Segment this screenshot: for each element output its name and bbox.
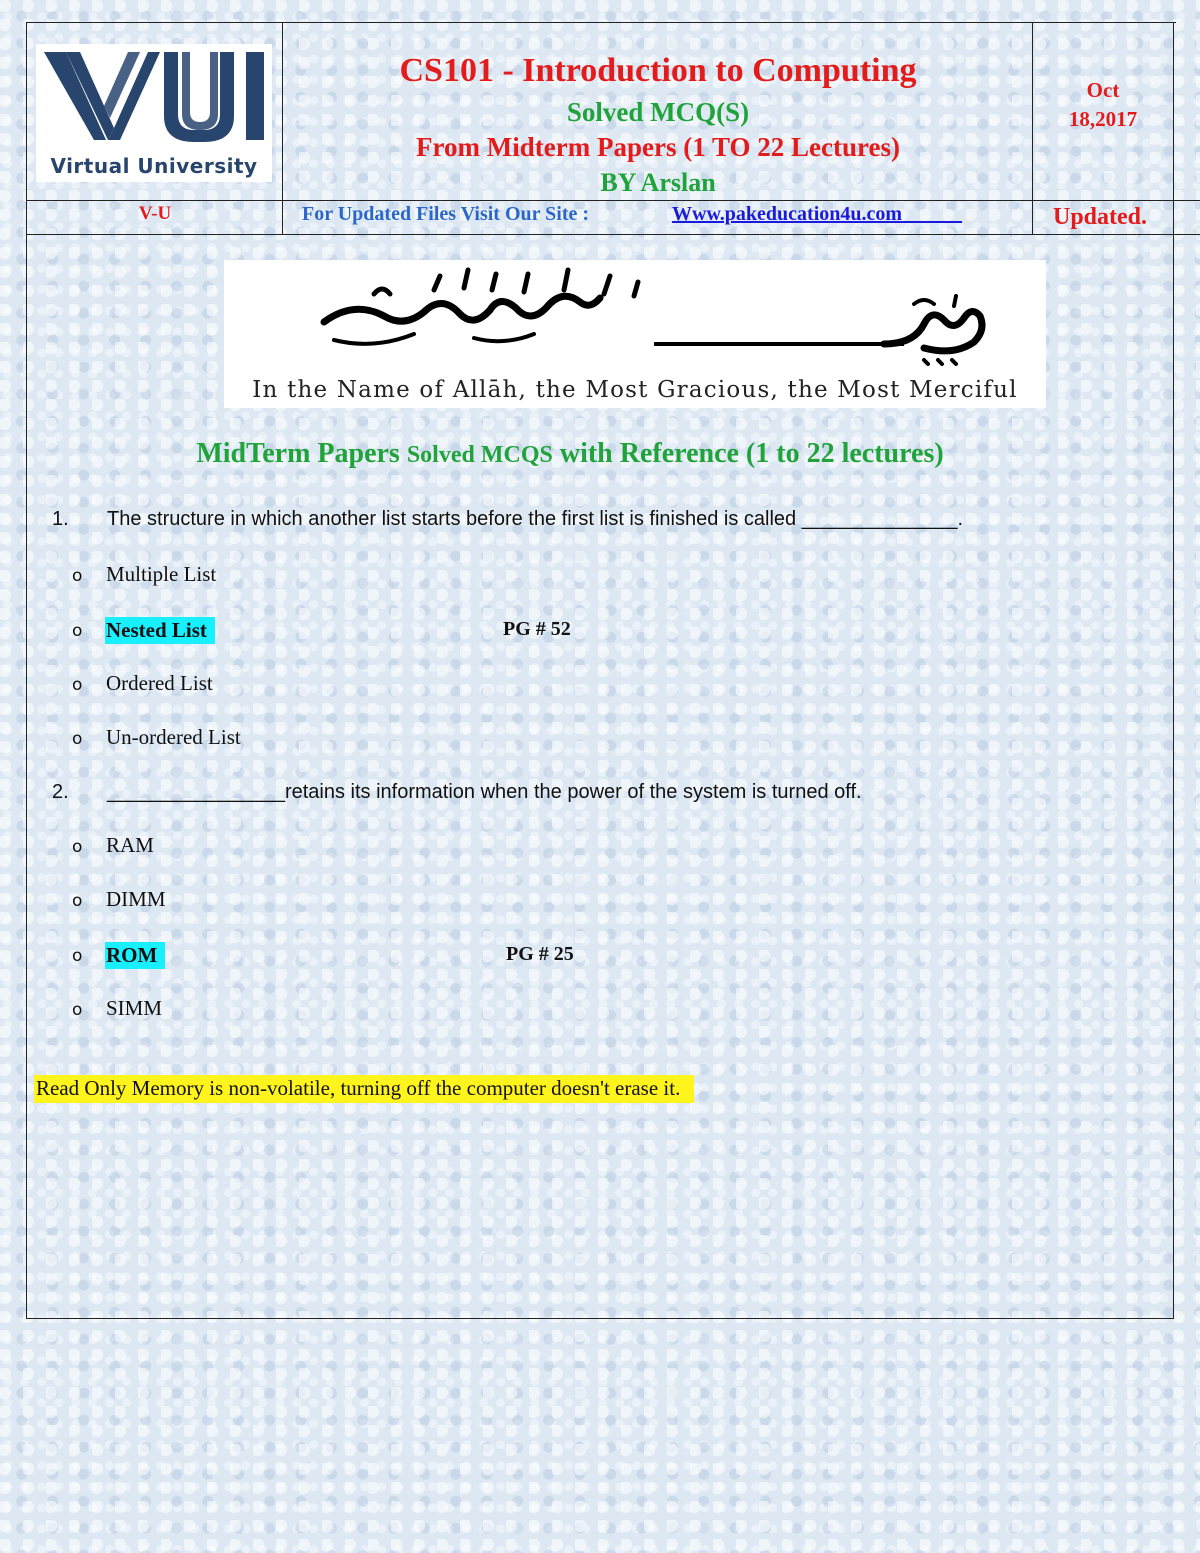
heading-part-1: MidTerm Papers	[196, 438, 400, 469]
bullet-icon: o	[72, 566, 83, 586]
heading-part-3: with Reference (1 to 22 lectures)	[559, 438, 944, 469]
question-2-number: 2.	[52, 781, 69, 803]
page-from-line: From Midterm Papers (1 TO 22 Lectures)	[416, 132, 900, 162]
page-author: BY Arslan	[600, 168, 716, 197]
date-month: Oct	[1086, 78, 1120, 102]
visit-site-label: For Updated Files Visit Our Site :	[302, 203, 590, 225]
site-link[interactable]	[672, 203, 962, 226]
site-link-text: Www.pakeducation4u.com	[672, 203, 903, 225]
frame-col-2	[1032, 22, 1033, 235]
page-subtitle: Solved MCQ(S)	[566, 97, 750, 127]
page-title: CS101 - Introduction to Computing	[399, 52, 917, 89]
question-1-number: 1.	[52, 508, 69, 530]
bullet-icon: o	[72, 837, 83, 857]
answer-explanation-note: Read Only Memory is non-volatile, turning off the computer doesn't erase it.	[34, 1075, 694, 1103]
calligraphy-image	[224, 260, 1046, 378]
bismillah-banner	[224, 260, 1046, 408]
q1-option-2-correct: Nested List	[105, 617, 215, 644]
question-1-text: The structure in which another list starts before the first list is finished is called ______________.	[107, 508, 964, 530]
q2-option-2: DIMM	[106, 887, 166, 911]
frame-top	[26, 22, 1176, 23]
question-2-text: ________________retains its information when the power of the system is turned off.	[107, 781, 862, 803]
bullet-icon: o	[72, 621, 83, 641]
bullet-icon: o	[72, 946, 83, 966]
bullet-icon: o	[72, 675, 83, 695]
vu-logo-mark	[36, 44, 272, 152]
logo-text: Virtual University	[50, 154, 258, 178]
q2-option-1: RAM	[106, 833, 154, 857]
q1-option-4: Un-ordered List	[106, 725, 241, 749]
frame-bottom	[26, 1318, 1174, 1319]
q2-option-4: SIMM	[106, 996, 163, 1020]
q2-reference: PG # 25	[506, 943, 574, 965]
bismillah-caption: In the Name of Allāh, the Most Gracious, the Most Merciful	[252, 377, 1018, 403]
frame-header-divider	[26, 200, 1200, 201]
bullet-icon: o	[72, 891, 83, 911]
q1-option-1: Multiple List	[106, 562, 217, 586]
bullet-icon: o	[72, 1000, 83, 1020]
vu-logo	[36, 44, 272, 182]
heading-part-2: Solved MCQS	[406, 442, 553, 468]
frame-left	[26, 22, 27, 1319]
frame-subheader-divider	[26, 234, 1200, 235]
vu-label: V-U	[138, 203, 172, 224]
bullet-icon: o	[72, 729, 83, 749]
date-day-year: 18,2017	[1068, 107, 1138, 131]
q2-option-3-correct: ROM	[105, 942, 165, 969]
frame-right	[1173, 22, 1174, 1319]
updated-label: Updated.	[1052, 204, 1148, 230]
frame-col-1	[282, 22, 283, 235]
section-heading	[0, 438, 1140, 470]
q1-reference: PG # 52	[503, 618, 571, 640]
q1-option-3: Ordered List	[106, 671, 213, 695]
